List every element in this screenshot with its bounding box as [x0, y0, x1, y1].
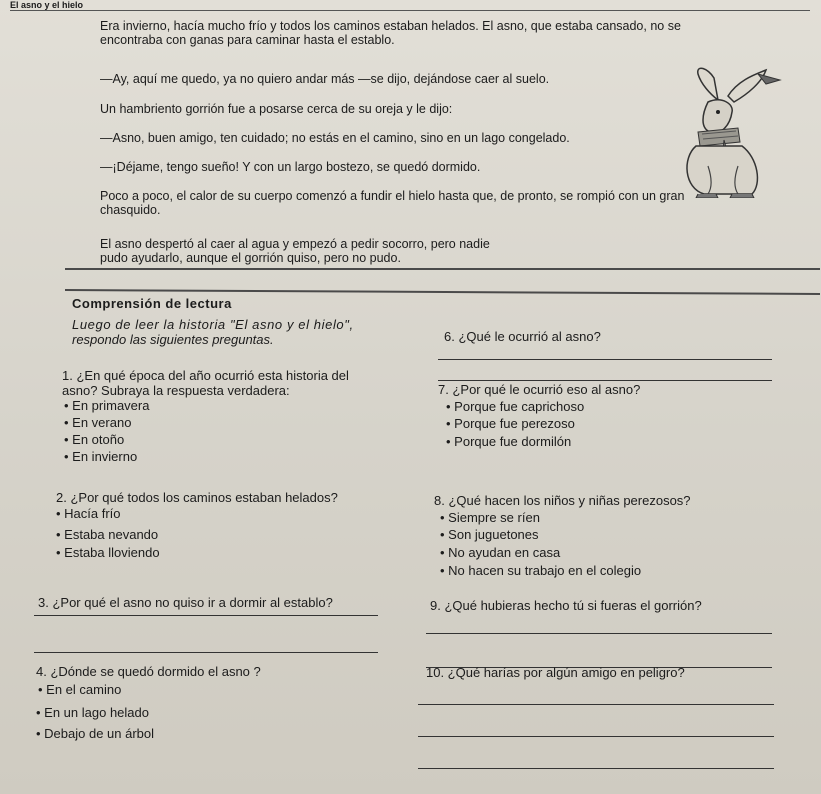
story-p2: —Ay, aquí me quedo, ya no quiero andar más —se dijo, dejándose caer al suelo.: [100, 72, 550, 86]
q2-option[interactable]: • Estaba nevando: [56, 527, 159, 542]
question-6: 6. ¿Qué le ocurrió al asno?: [444, 329, 601, 344]
section-divider: [65, 289, 820, 295]
q8-option[interactable]: • Siempre se ríen: [440, 510, 540, 525]
question-1-line1: 1. ¿En qué época del año ocurrió esta historia del: [62, 368, 349, 383]
story-p7-line1: El asno despertó al caer al agua y empezó a pedir socorro, pero nadie: [100, 237, 490, 251]
instructions-line1: Luego de leer la historia "El asno y el hielo",: [72, 317, 354, 332]
q7-option[interactable]: • Porque fue dormilón: [446, 434, 572, 449]
question-2: 2. ¿Por qué todos los caminos estaban helados?: [56, 490, 338, 505]
question-3: 3. ¿Por qué el asno no quiso ir a dormir al establo?: [38, 595, 333, 610]
q4-option[interactable]: • En un lago helado: [36, 705, 149, 720]
question-1-line2: asno? Subraya la respuesta verdadera:: [62, 383, 290, 398]
donkey-illustration: [668, 66, 808, 198]
question-4: 4. ¿Dónde se quedó dormido el asno ?: [36, 664, 261, 679]
top-divider: [10, 10, 810, 11]
story-p1-line1: Era invierno, hacía mucho frío y todos los caminos estaban helados. El asno, que estaba cansado, no se: [100, 19, 681, 33]
question-9: 9. ¿Qué hubieras hecho tú si fueras el gorrión?: [430, 598, 702, 613]
q7-option[interactable]: • Porque fue perezoso: [446, 416, 575, 431]
instructions-line2: respondo las siguientes preguntas.: [72, 332, 274, 347]
q1-option[interactable]: • En otoño: [64, 432, 125, 447]
q4-option[interactable]: • Debajo de un árbol: [36, 726, 155, 741]
story-p4: —Asno, buen amigo, ten cuidado; no estás en el camino, sino en un lago congelado.: [100, 131, 570, 145]
q7-option[interactable]: • Porque fue caprichoso: [446, 399, 585, 414]
q6-answer-line[interactable]: [438, 359, 772, 360]
section-heading: Comprensión de lectura: [72, 296, 232, 311]
story-p6-line1: Poco a poco, el calor de su cuerpo comenzó a fundir el hielo hasta que, de pronto, se rompió con un gran: [100, 189, 685, 203]
q3-answer-line[interactable]: [34, 615, 378, 616]
story-p6-line2: chasquido.: [100, 203, 161, 217]
q6-answer-line[interactable]: [438, 380, 772, 381]
q10-answer-line[interactable]: [418, 704, 774, 705]
question-7: 7. ¿Por qué le ocurrió eso al asno?: [438, 382, 641, 397]
page-title: El asno y el hielo: [10, 0, 84, 10]
q2-option[interactable]: • Hacía frío: [56, 506, 121, 521]
q2-option[interactable]: • Estaba lloviendo: [56, 545, 160, 560]
story-p3: Un hambriento gorrión fue a posarse cerca de su oreja y le dijo:: [100, 102, 453, 116]
story-divider: [65, 268, 820, 270]
q8-option[interactable]: • Son juguetones: [440, 527, 539, 542]
story-p1-line2: encontraba con ganas para caminar hasta el establo.: [100, 33, 395, 47]
q1-option[interactable]: • En verano: [64, 415, 132, 430]
question-8: 8. ¿Qué hacen los niños y niñas perezosos?: [434, 493, 691, 508]
question-10: 10. ¿Qué harías por algún amigo en peligro?: [426, 665, 685, 680]
q1-option[interactable]: • En primavera: [64, 398, 150, 413]
q1-option[interactable]: • En invierno: [64, 449, 138, 464]
q8-option[interactable]: • No hacen su trabajo en el colegio: [440, 563, 642, 578]
q10-answer-line[interactable]: [418, 768, 774, 769]
q3-answer-line[interactable]: [34, 652, 378, 653]
story-p7-line2: pudo ayudarlo, aunque el gorrión quiso, pero no pudo.: [100, 251, 401, 265]
story-p5: —¡Déjame, tengo sueño! Y con un largo bostezo, se quedó dormido.: [100, 160, 481, 174]
q9-answer-line[interactable]: [426, 633, 772, 634]
q10-answer-line[interactable]: [418, 736, 774, 737]
q4-option[interactable]: • En el camino: [38, 682, 122, 697]
q8-option[interactable]: • No ayudan en casa: [440, 545, 561, 560]
